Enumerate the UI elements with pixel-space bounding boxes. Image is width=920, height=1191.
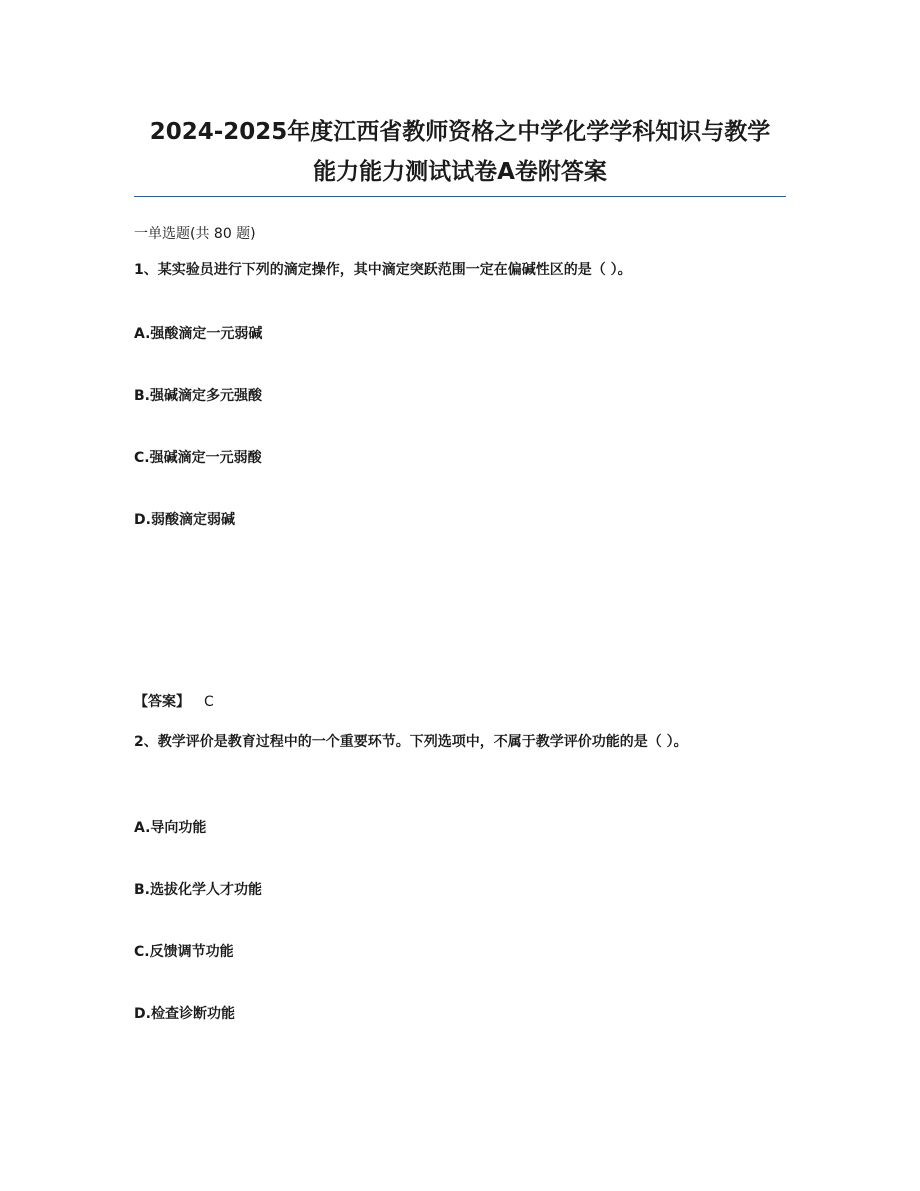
title-divider xyxy=(134,196,786,197)
question-1-option-d: D.弱酸滴定弱碱 xyxy=(134,512,235,528)
question-2-stem: 2、教学评价是教育过程中的一个重要环节。下列选项中，不属于教学评价功能的是（ ）。 xyxy=(134,734,688,750)
document-title xyxy=(120,112,800,192)
answer-value: C xyxy=(204,694,214,710)
question-1-answer xyxy=(134,692,214,712)
title-line-1: 2024-2025年度江西省教师资格之中学化学学科知识与教学 xyxy=(149,119,771,145)
title-line-2: 能力能力测试试卷A卷附答案 xyxy=(313,159,607,185)
question-2-option-a: A.导向功能 xyxy=(134,820,207,836)
answer-label: 【答案】 xyxy=(134,694,190,710)
question-1-option-b: B.强碱滴定多元强酸 xyxy=(134,388,262,404)
question-1-stem: 1、某实验员进行下列的滴定操作，其中滴定突跃范围一定在偏碱性区的是（ ）。 xyxy=(134,262,632,278)
question-1-option-a: A.强酸滴定一元弱碱 xyxy=(134,326,263,342)
question-2-option-d: D.检查诊断功能 xyxy=(134,1006,235,1022)
question-2-option-b: B.选拔化学人才功能 xyxy=(134,882,262,898)
section-label: 一单选题(共 80 题) xyxy=(134,226,256,242)
question-1-option-c: C.强碱滴定一元弱酸 xyxy=(134,450,262,466)
question-2-option-c: C.反馈调节功能 xyxy=(134,944,234,960)
